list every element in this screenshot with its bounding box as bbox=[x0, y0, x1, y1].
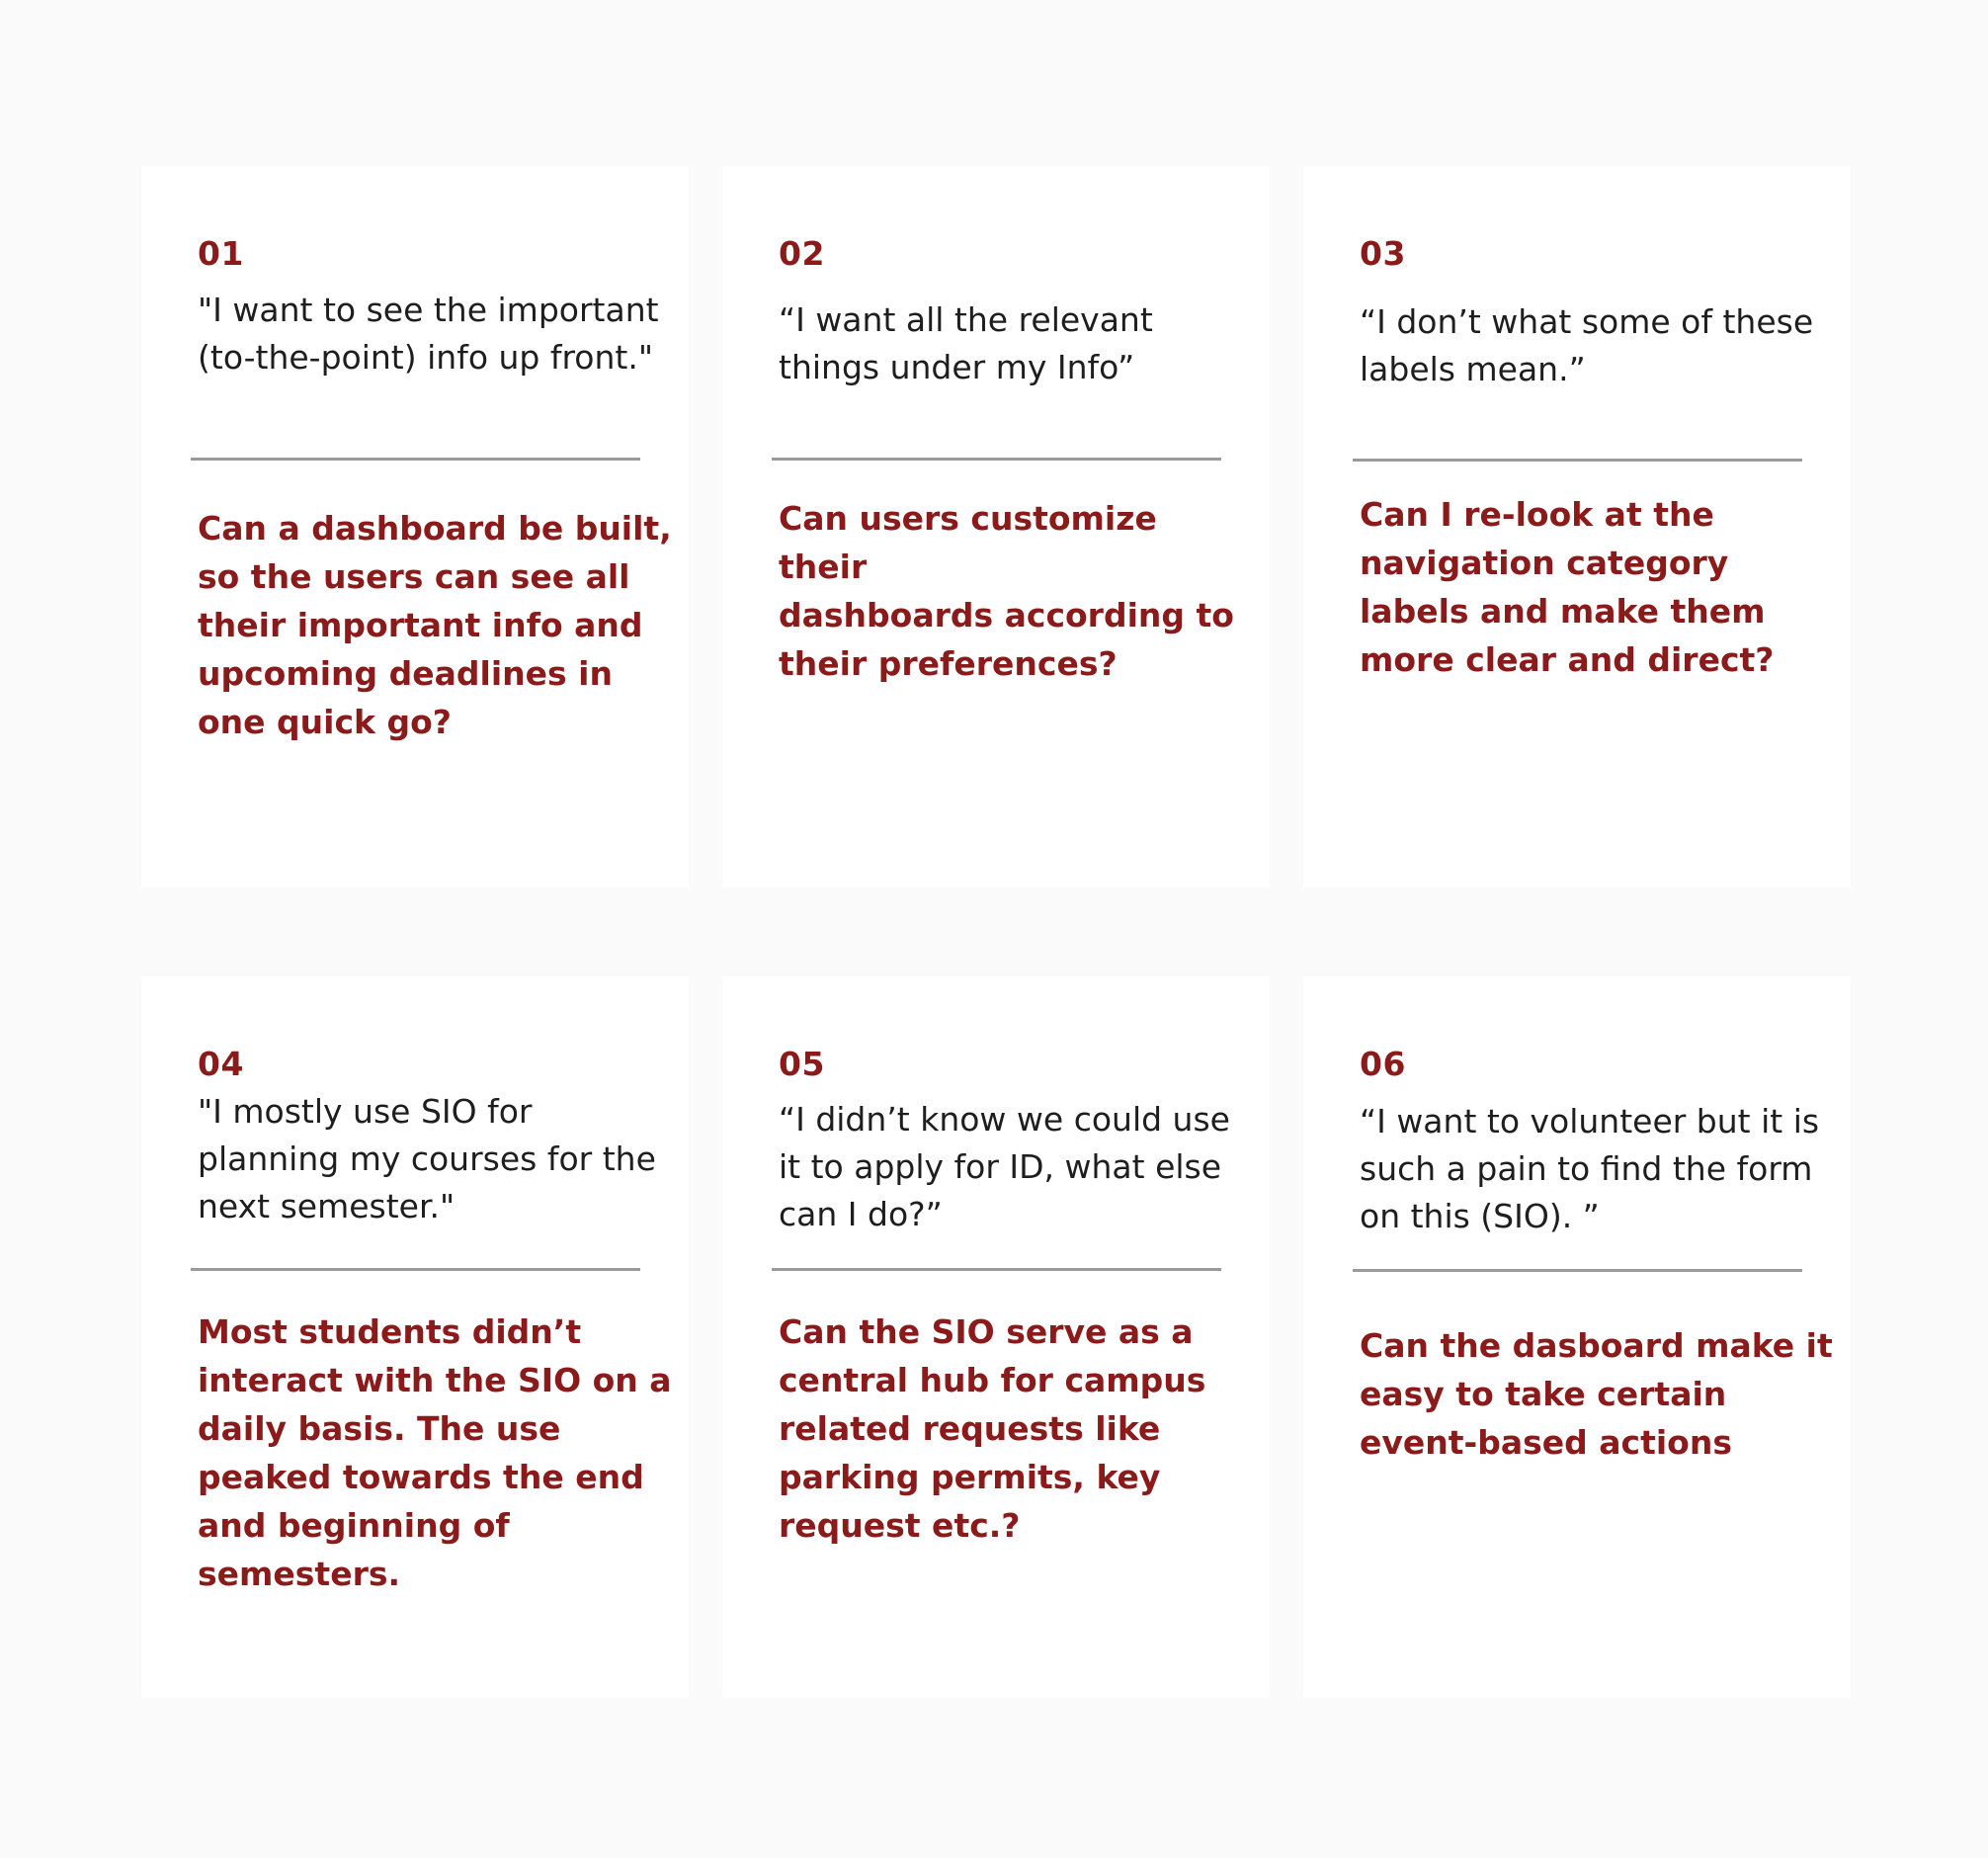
design-question: Most students didn’t interact with the SIO on a daily basis. The use peaked towards the end and beginning of semesters. bbox=[198, 1312, 672, 1593]
user-quote: “I want all the relevant things under my Info” bbox=[779, 300, 1153, 386]
design-question: Can the dasboard make it easy to take certain event-based actions bbox=[1360, 1326, 1833, 1462]
design-question: Can users customize their dashboards according to their preferences? bbox=[779, 499, 1234, 683]
card-divider bbox=[1353, 459, 1802, 462]
design-question: Can a dashboard be built, so the users can see all their important info and upcoming deadlines in one quick go? bbox=[198, 509, 672, 741]
insight-card-01 bbox=[141, 166, 689, 887]
card-number: 02 bbox=[779, 234, 825, 273]
user-quote: "I mostly use SIO for planning my courses for the next semester." bbox=[198, 1092, 656, 1225]
user-quote: “I want to volunteer but it is such a pain to find the form on this (SIO). ” bbox=[1360, 1102, 1820, 1235]
card-number: 04 bbox=[198, 1045, 244, 1083]
insight-card-03 bbox=[1303, 166, 1851, 887]
card-number: 05 bbox=[779, 1045, 825, 1083]
design-question: Can I re-look at the navigation category labels and make them more clear and direct? bbox=[1360, 495, 1775, 679]
card-number: 01 bbox=[198, 234, 244, 273]
card-number: 03 bbox=[1360, 234, 1406, 273]
insight-card-06 bbox=[1303, 976, 1851, 1698]
user-quote: “I don’t what some of these labels mean.” bbox=[1360, 302, 1814, 388]
card-divider bbox=[1353, 1269, 1802, 1272]
design-question: Can the SIO serve as a central hub for campus related requests like parking permits, key request etc.? bbox=[779, 1312, 1206, 1545]
card-divider bbox=[772, 458, 1221, 461]
card-divider bbox=[772, 1268, 1221, 1271]
insight-card-04 bbox=[141, 976, 689, 1698]
insight-card-02 bbox=[722, 166, 1270, 887]
card-divider bbox=[191, 458, 640, 461]
user-quote: “I didn’t know we could use it to apply for ID, what else can I do?” bbox=[779, 1100, 1230, 1233]
insight-card-05 bbox=[722, 976, 1270, 1698]
card-number: 06 bbox=[1360, 1045, 1406, 1083]
card-divider bbox=[191, 1268, 640, 1271]
user-quote: "I want to see the important (to-the-point) info up front." bbox=[198, 291, 659, 377]
